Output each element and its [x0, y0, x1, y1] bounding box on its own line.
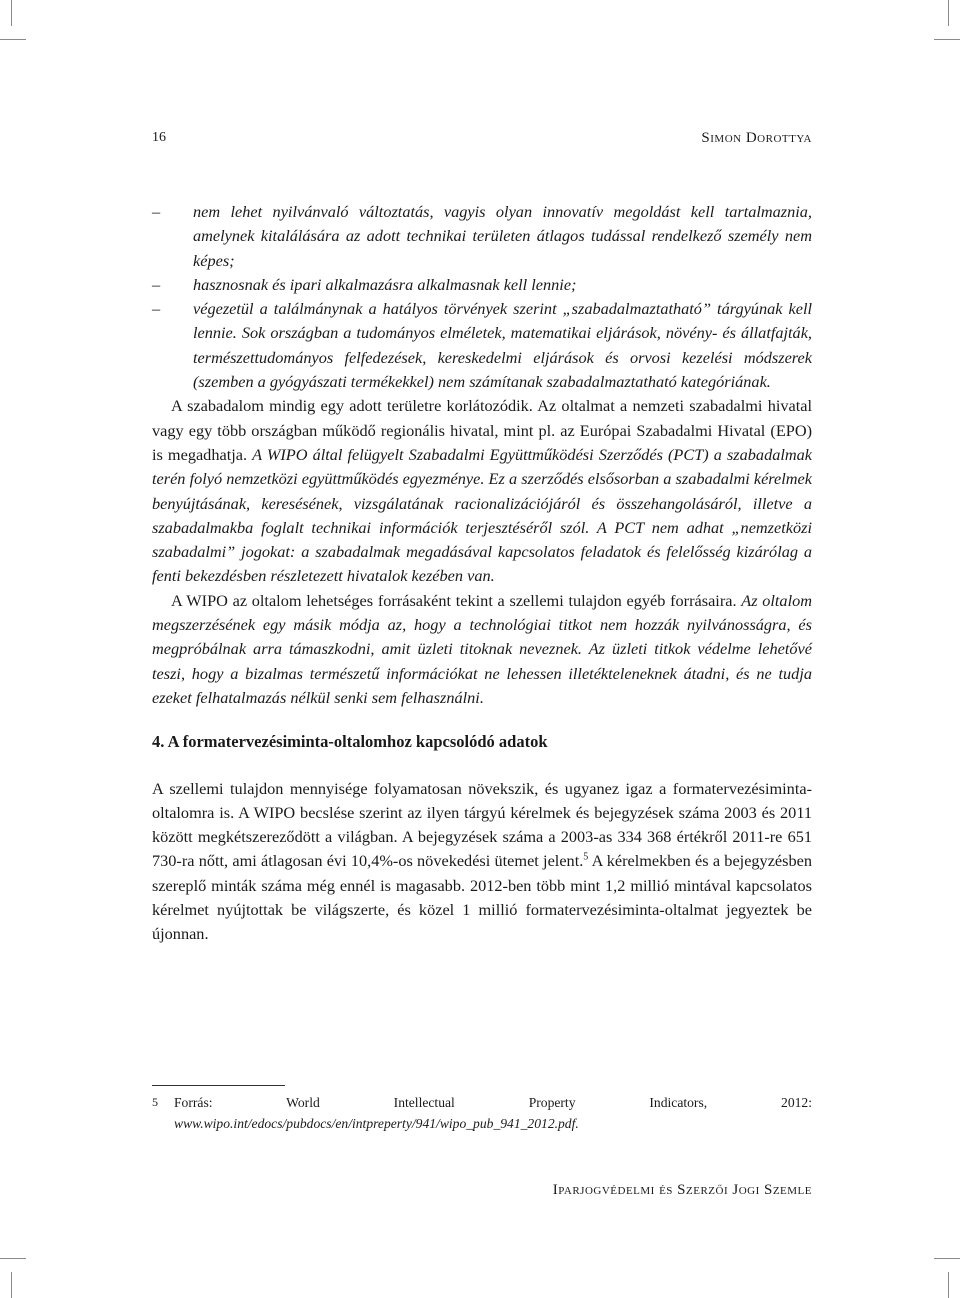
journal-title: Iparjogvédelmi és Szerzői Jogi Szemle	[552, 1182, 812, 1198]
footnote-divider	[152, 1085, 285, 1086]
paragraph-text: A WIPO az oltalom lehetséges forrásaként tekint a szellemi tulajdon egyéb forrásaira.	[171, 590, 742, 610]
paragraph	[152, 394, 812, 588]
list-dash: –	[152, 274, 161, 294]
list-dash: –	[152, 299, 161, 319]
crop-mark-top-right-v	[948, 0, 949, 26]
crop-mark-bottom-left-v	[11, 1272, 12, 1298]
crop-mark-top-right-h	[934, 39, 960, 40]
footnote-source: Forrás: World Intellectual Property Indicators, 2012:	[174, 1095, 812, 1110]
paragraph-italic-text: A WIPO által felügyelt Szabadalmi Együttműködési Szerződés (PCT) a szabadalmak terén folyó nemzetközi együttműködés egyezménye. Ez a szerződés elsősorban a szabadalmi kérelmek benyújtásának, keresésének, vizsgálatának racionalizációjáról és összehangolásáról, illetve a szabadalmakba foglalt technikai információk terjesztéséről szól. A PCT nem adhat „nemzetközi szabadalmi” jogokat: a szabadalmak megadásával kapcsolatos feladatok és felelősség kizárólag a fenti bekezdésben részletezett hivatalok kezében van.	[152, 444, 812, 586]
paragraph-italic-text: Az oltalom megszerzésének egy másik módja az, hogy a technológiai titkot nem hozzák nyilvánosságra, és megpróbálnak arra támaszkodni, amit üzleti titoknak neveznek. Az üzleti titkok védelme lehetővé teszi, hogy a bizalmas természetű információkat ne lehessen illetékteleneknek átadni, és ne tudja ezeket felhatalmazás nélkül senki sem felhasználni.	[152, 590, 812, 707]
paragraph	[152, 589, 812, 710]
list-item-text: végezetül a találmánynak a hatályos törvények szerint „szabadalmaztatható” tárgyúnak kell lennie. Sok országban a tudományos elméletek, matematikai eljárások, növény- és állatfajták, természettudományos felfedezések, kereskedelmi eljárások és orvosi kezelési módszerek (szemben a gyógyászati termékekkel) nem számítanak szabadalmaztatható kategóriának.	[193, 299, 812, 392]
author-name: Simon Dorottya	[701, 130, 812, 146]
crop-mark-bottom-left-h	[0, 1258, 26, 1259]
footnote-reference[interactable]: 5	[583, 852, 589, 863]
crop-mark-top-left-h	[0, 39, 26, 40]
list-item	[152, 200, 812, 273]
list-item	[152, 297, 812, 394]
list-item-text: nem lehet nyilvánvaló változtatás, vagyis olyan innovatív megoldást kell tartalmaznia, amelynek kitalálására az adott technikai területen átlagos tudással rendelkező személy nem képes;	[193, 202, 812, 270]
page-number: 16	[152, 130, 166, 145]
paragraph-text: A kérelmekben és a bejegyzésben szereplő minták száma még ennél is magasabb. 2012-ben több mint 1,2 millió mintával kapcsolatos kérelmet nyújtottak be világszerte, és közel 1 millió formatervezésiminta-oltalmat jegyeztek be újonnan.	[152, 851, 812, 944]
paragraph	[152, 777, 812, 947]
list-dash: –	[152, 202, 161, 221]
list-item	[152, 273, 812, 297]
footnote-link[interactable]: www.wipo.int/edocs/pubdocs/en/intpreperty/941/wipo_pub_941_2012.pdf.	[174, 1116, 579, 1131]
footnote-text	[174, 1092, 812, 1134]
list-item-text: hasznosnak és ipari alkalmazásra alkalmasnak kell lennie;	[193, 274, 577, 294]
crop-mark-bottom-right-h	[934, 1258, 960, 1259]
crop-mark-top-left-v	[11, 0, 12, 26]
paragraph-text: A szellemi tulajdon mennyisége folyamatosan növekszik, és ugyanez igaz a formatervezésiminta-oltalomra is. A WIPO becslése szerint az ilyen tárgyú kérelmek és bejegyzések száma 2003 és 2011 között megkétszereződött a világban. A bejegyzések száma a 2003-as 334 368 értékről 2011-re 651 730-ra nőtt, ami átlagosan évi 10,4%-os növekedési ütemet jelent.	[152, 778, 812, 871]
running-head	[152, 130, 812, 147]
main-text	[152, 200, 812, 947]
footnote-number: 5	[152, 1095, 158, 1109]
paragraph-text: A szabadalom mindig egy adott területre korlátozódik. Az oltalmat a nemzeti szabadalmi hivatal vagy egy több országban működő regionális hivatal, mint pl. az Európai Szabadalmi Hivatal (EPO) is megadhatja.	[152, 396, 812, 464]
footnote	[152, 1092, 812, 1134]
section-heading: 4. A formatervezésiminta-oltalomhoz kapcsolódó adatok	[152, 732, 548, 752]
crop-mark-bottom-right-v	[948, 1272, 949, 1298]
